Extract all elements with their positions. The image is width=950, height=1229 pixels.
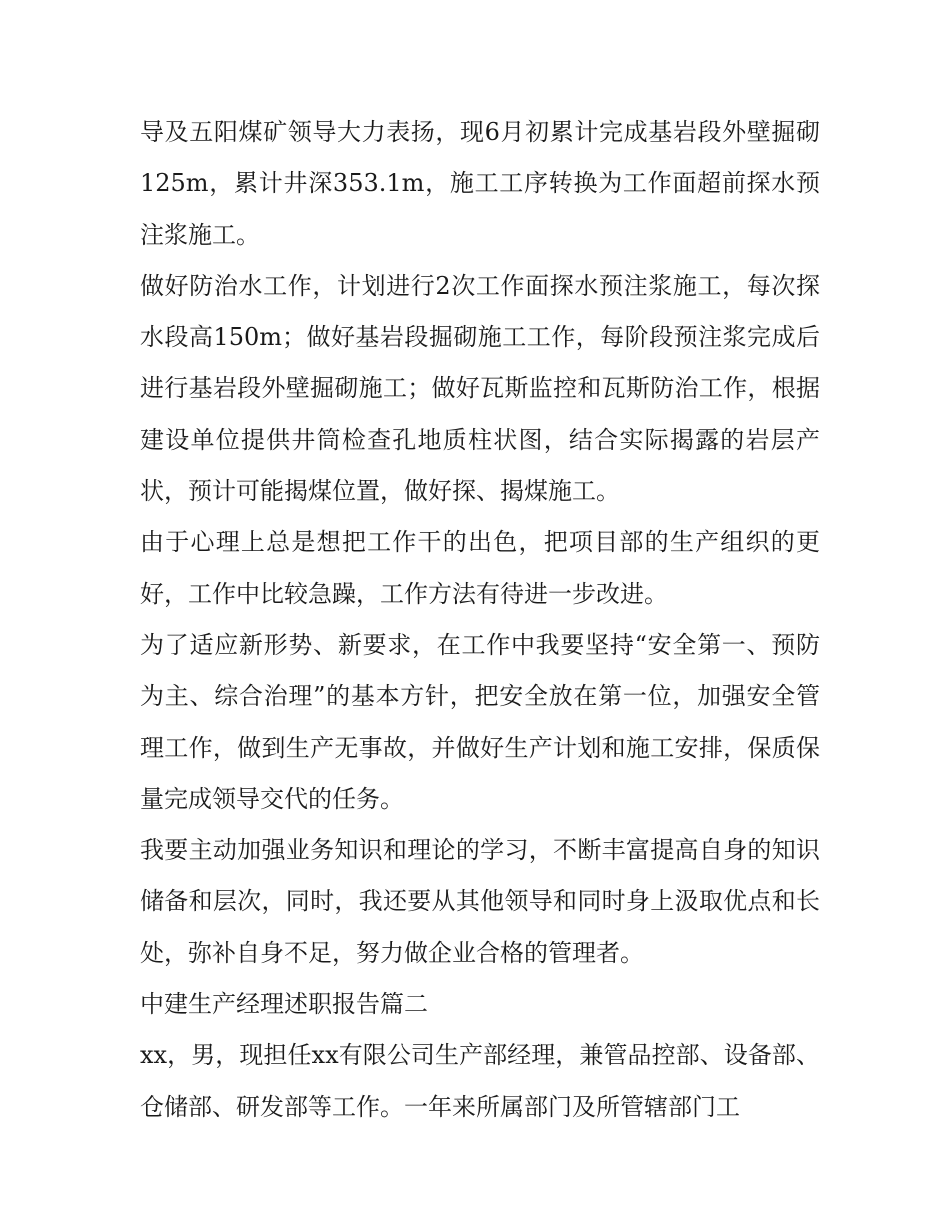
paragraph-study-commitment: 我要主动加强业务知识和理论的学习，不断丰富提高自身的知识储备和层次，同时，我还要从其他领导和同时身上汲取优点和长处，弥补自身不足，努力做企业合格的管理者。 <box>140 836 820 967</box>
paragraph-shortcomings: 由于心理上总是想把工作干的出色，把项目部的生产组织的更好，工作中比较急躁，工作方法有待进一步改进。 <box>140 528 820 608</box>
section-heading: 中建生产经理述职报告篇二 <box>140 990 428 1019</box>
paragraph-water-control-plan: 做好防治水工作，计划进行2次工作面探水预注浆施工，每次探水段高150m；做好基岩段掘砌施工工作，每阶段预注浆完成后进行基岩段外壁掘砌施工；做好瓦斯监控和瓦斯防治工作，根据建设单位提供井筒检查孔地质柱状图，结合实际揭露的岩层产状，预计可能揭煤位置，做好探、揭煤施工。 <box>140 271 820 506</box>
paragraph-progress-report: 导及五阳煤矿领导大力表扬，现6月初累计完成基岩段外壁掘砌125m，累计井深353.1m，施工工序转换为工作面超前探水预注浆施工。 <box>140 118 820 249</box>
paragraph-introduction: xx，男，现担任xx有限公司生产部经理，兼管品控部、设备部、仓储部、研发部等工作。一年来所属部门及所管辖部门工 <box>140 1041 820 1121</box>
document-body <box>140 107 820 1133</box>
paragraph-safety-commitment: 为了适应新形势、新要求，在工作中我要坚持“安全第一、预防为主、综合治理”的基本方针，把安全放在第一位，加强安全管理工作，做到生产无事故，并做好生产计划和施工安排，保质保量完成领导交代的任务。 <box>140 630 820 813</box>
